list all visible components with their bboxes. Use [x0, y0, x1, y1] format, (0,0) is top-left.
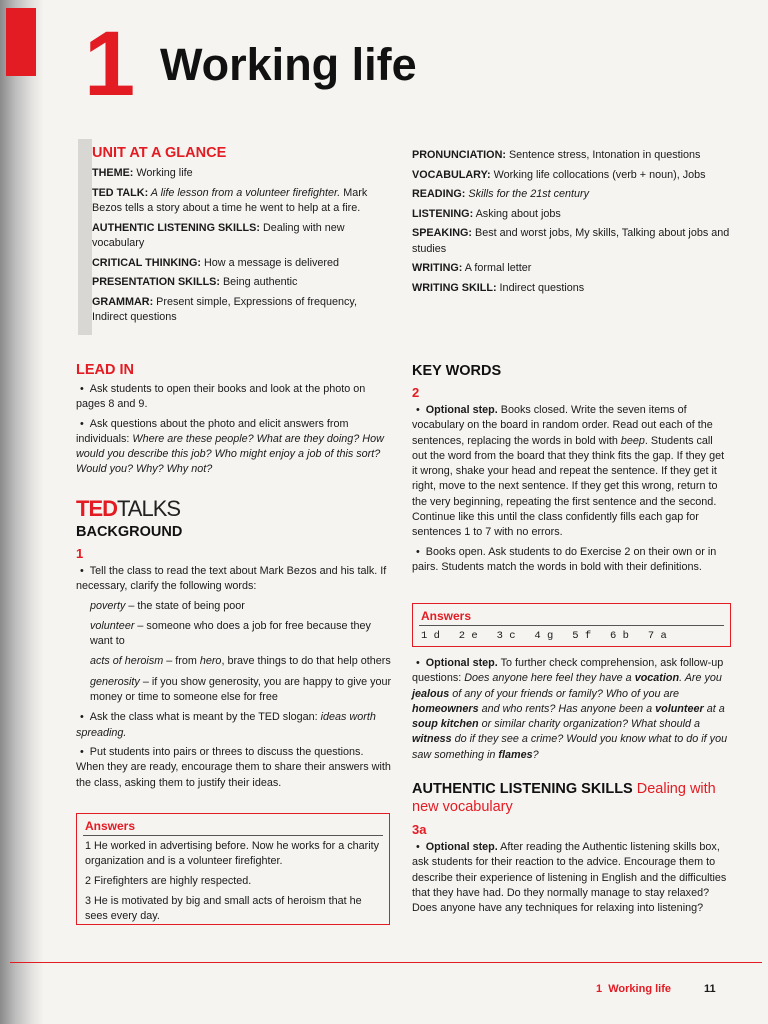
- answers-box-2: [412, 603, 731, 647]
- vocab-poverty: poverty – the state of being poor: [90, 599, 245, 612]
- glance-writing-skill: WRITING SKILL: Indirect questions: [412, 281, 585, 294]
- book-spine-shadow: [0, 0, 44, 1024]
- answers-box-2-text: 1 d 2 e 3 c 4 g 5 f 6 b 7 a: [421, 630, 667, 642]
- vocab-generosity: generosity – if you show generosity, you are happy to give your money or time to someone else for free: [90, 675, 392, 704]
- authentic-listening-section: [412, 780, 730, 920]
- glance-reading: READING: Skills for the 21st century: [412, 188, 590, 200]
- glance-right-column: [412, 148, 730, 300]
- ted-talks-logo: TEDTALKS: [76, 496, 181, 521]
- followup-bullet: • Optional step. To further check comprehension, ask follow-up questions: Does anyone here feel they have a vocation. Are you jealous of any of your friends or family? Who of you are homeowners and who rents? Has anyone been a volunteer at a soup kitchen or similar charity organization? What should a witness do if they see a crime? Would you know what to do if you saw something in flames?: [412, 657, 728, 761]
- unit-at-a-glance-box: [78, 139, 394, 335]
- exercise-3a-number: 3a: [412, 822, 427, 837]
- lead-in-section: [76, 362, 394, 482]
- glance-heading: UNIT AT A GLANCE: [92, 145, 227, 161]
- optional-step-followup: [412, 656, 730, 767]
- exercise-1-number: 1: [76, 546, 84, 561]
- glance-speaking: SPEAKING: Best and worst jobs, My skills, Talking about jobs and studies: [412, 227, 730, 255]
- key-words-bullet-1: • Optional step. Books closed. Write the seven items of vocabulary on the board in random order. Read out each of the sentences, replacing the words in bold with beep. Students call out the word from the board that they think fits the gap. If they get it wrong, shake your head and repeat the sentence. If they get it right, move to the next sentence. If they get this wrong, return to the very beginning, repeating the first sentence and the second. Continue like this until the class confidently fills each gap for sentences 1 to 7 with no errors.: [412, 404, 725, 539]
- vocab-acts-of-heroism: acts of heroism – from hero, brave things to do that help others: [90, 655, 391, 668]
- glance-ted-talk: TED TALK: A life lesson from a volunteer firefighter. Mark Bezos tells a story about a time he went to help at a fire.: [92, 186, 368, 214]
- vocab-volunteer: volunteer – someone who does a job for free because they want to: [90, 619, 371, 648]
- background-bullet-2: • Ask the class what is meant by the TED slogan: ideas worth spreading.: [76, 711, 376, 739]
- lead-in-bullet-2: • Ask questions about the photo and elicit answers from individuals: Where are these people? What are they doing? How would you describe this job? Who might enjoy a job of this sort? Would you? Why? Why not?: [76, 417, 384, 476]
- key-words-section: [412, 363, 730, 579]
- glance-listening: LISTENING: Asking about jobs: [412, 207, 561, 220]
- authentic-listening-heading: AUTHENTIC LISTENING SKILLS Dealing with new vocabulary: [412, 781, 716, 815]
- authentic-bullet: • Optional step. After reading the Authentic listening skills box, ask students for their reaction to the advice. Encourage them to describe their experience of listening in English and the difficulties that they have had. Do they normally manage to stay relaxed? Does anyone have any techniques for relaxing into listening?: [412, 841, 727, 915]
- background-bullet-3: • Put students into pairs or threes to discuss the questions. When they are ready, encourage them to share their answers with the class, asking them to justify their ideas.: [76, 745, 391, 789]
- background-bullet-1: • Tell the class to read the text about Mark Bezos and his talk. If necessary, clarify the following words:: [76, 565, 387, 593]
- glance-presentation-skills: PRESENTATION SKILLS: Being authentic: [92, 276, 298, 288]
- exercise-2-number: 2: [412, 385, 420, 400]
- glance-pronunciation: PRONUNCIATION: Sentence stress, Intonation in questions: [412, 149, 701, 161]
- answer-item: 3 He is motivated by big and small acts of heroism that he sees every day.: [85, 895, 362, 922]
- glance-grammar: GRAMMAR: Present simple, Expressions of frequency, Indirect questions: [92, 295, 358, 323]
- ted-talks-section: [76, 496, 394, 795]
- glance-authentic-listening: AUTHENTIC LISTENING SKILLS: Dealing with new vocabulary: [92, 221, 345, 249]
- footer-rule: [10, 962, 762, 963]
- answer-item: 2 Firefighters are highly respected.: [85, 875, 252, 887]
- lead-in-bullet-1: • Ask students to open their books and look at the photo on pages 8 and 9.: [76, 383, 366, 411]
- answers-box-2-title: Answers: [421, 609, 472, 623]
- key-words-bullet-2: • Books open. Ask students to do Exercise 2 on their own or in pairs. Students match the words in bold with their definitions.: [412, 545, 717, 573]
- unit-number: 1: [84, 13, 132, 115]
- unit-tab-marker: [6, 8, 36, 76]
- glance-critical-thinking: CRITICAL THINKING: How a message is delivered: [92, 256, 339, 269]
- unit-title: Working life: [160, 39, 417, 90]
- page-number: 11: [704, 983, 716, 995]
- key-words-heading: KEY WORDS: [412, 363, 502, 379]
- answer-item: 1 He worked in advertising before. Now he works for a charity organization and is a volunteer firefighter.: [85, 840, 380, 867]
- glance-writing: WRITING: A formal letter: [412, 262, 532, 274]
- glance-vocabulary: VOCABULARY: Working life collocations (verb + noun), Jobs: [412, 168, 706, 181]
- answers-box-1-title: Answers: [85, 819, 136, 833]
- background-heading: BACKGROUND: [76, 524, 183, 540]
- footer-unit-label: 1 Working life: [596, 983, 671, 995]
- answers-box-1: [76, 813, 390, 925]
- lead-in-heading: LEAD IN: [76, 362, 134, 378]
- glance-theme: THEME: Working life: [92, 167, 193, 179]
